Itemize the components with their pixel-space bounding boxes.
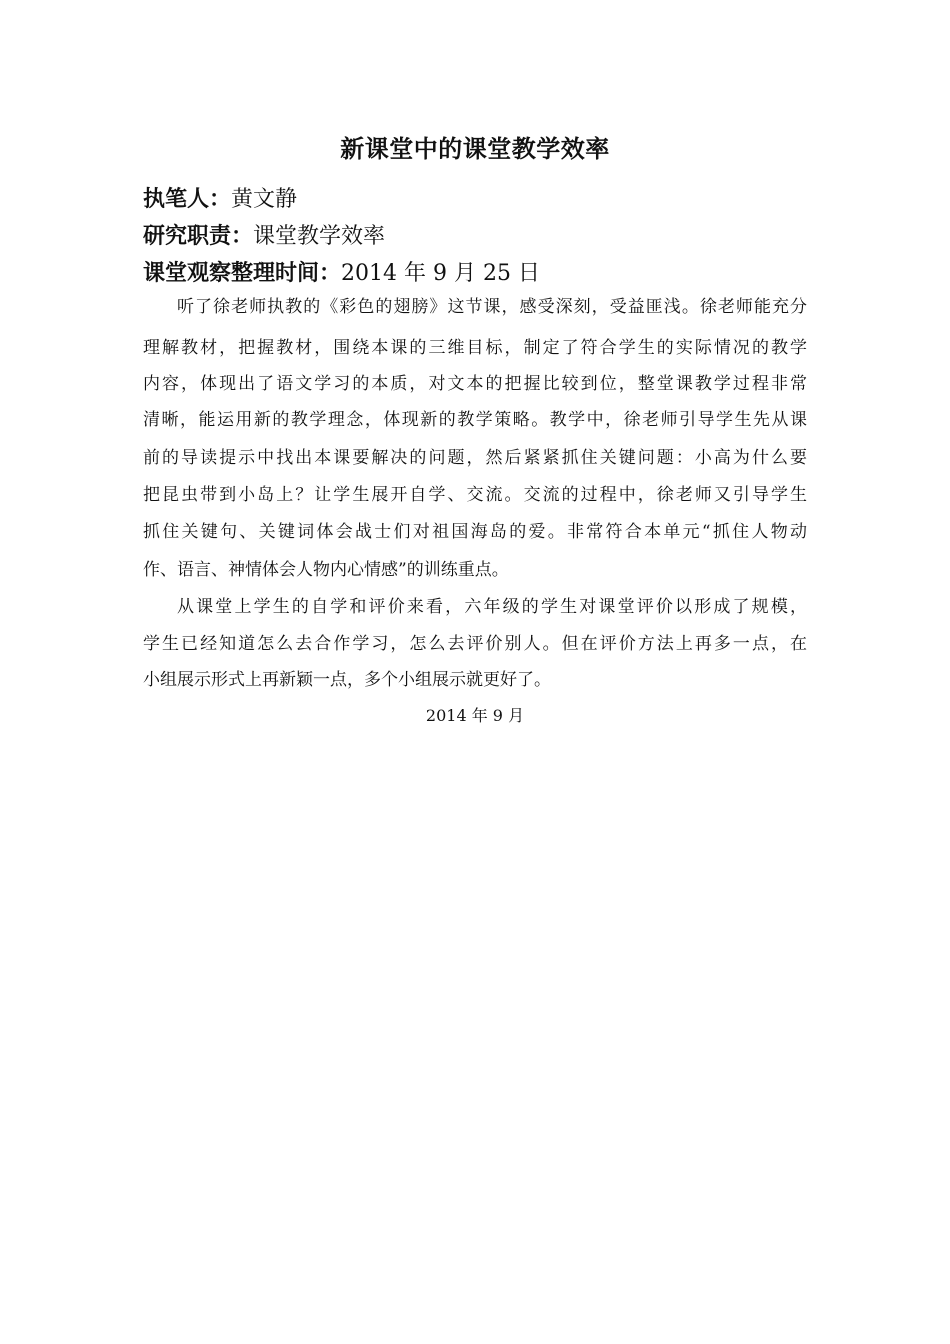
paragraph2-line: 小组展示形式上再新颖一点，多个小组展示就更好了。 xyxy=(143,670,551,690)
paragraph1-line: 听了徐老师执教的《彩色的翅膀》这节课，感受深刻，受益匪浅。徐老师能充分 xyxy=(177,297,807,317)
paragraph2-line: 从课堂上学生的自学和评价来看，六年级的学生对课堂评价以形成了规模， xyxy=(177,597,807,617)
paragraph1-line: 清晰，能运用新的教学理念，体现新的教学策略。教学中，徐老师引导学生先从课 xyxy=(143,410,807,430)
paragraph1-line: 把昆虫带到小岛上？让学生展开自学、交流。交流的过程中，徐老师又引导学生 xyxy=(143,485,807,505)
author-row xyxy=(143,184,297,216)
paragraph1-line: 作、语言、神情体会人物内心情感”的训练重点。 xyxy=(143,560,509,580)
document-title: 新课堂中的课堂教学效率 xyxy=(340,135,610,163)
paragraph1-line: 前的导读提示中找出本课要解决的问题，然后紧紧抓住关键问题：小高为什么要 xyxy=(143,448,807,468)
duty-row xyxy=(143,221,385,253)
paragraph1-line: 抓住关键句、关键词体会战士们对祖国海岛的爱。非常符合本单元“抓住人物动 xyxy=(143,522,807,542)
paragraph1-line: 理解教材，把握教材，围绕本课的三维目标，制定了符合学生的实际情况的教学 xyxy=(143,338,807,358)
closing-date: 2014 年 9 月 xyxy=(425,706,525,725)
author-value: 黄文静 xyxy=(231,187,298,212)
paragraph1-line: 内容，体现出了语文学习的本质，对文本的把握比较到位，整堂课教学过程非常 xyxy=(143,374,807,394)
duty-label: 研究职责： xyxy=(143,224,254,249)
paragraph2-line: 学生已经知道怎么去合作学习，怎么去评价别人。但在评价方法上再多一点，在 xyxy=(143,634,807,654)
author-label: 执笔人： xyxy=(143,187,232,212)
time-value: 2014 年 9 月 25 日 xyxy=(341,261,540,286)
duty-value: 课堂教学效率 xyxy=(253,224,386,249)
time-label: 课堂观察整理时间： xyxy=(143,261,342,286)
time-row xyxy=(143,258,540,290)
